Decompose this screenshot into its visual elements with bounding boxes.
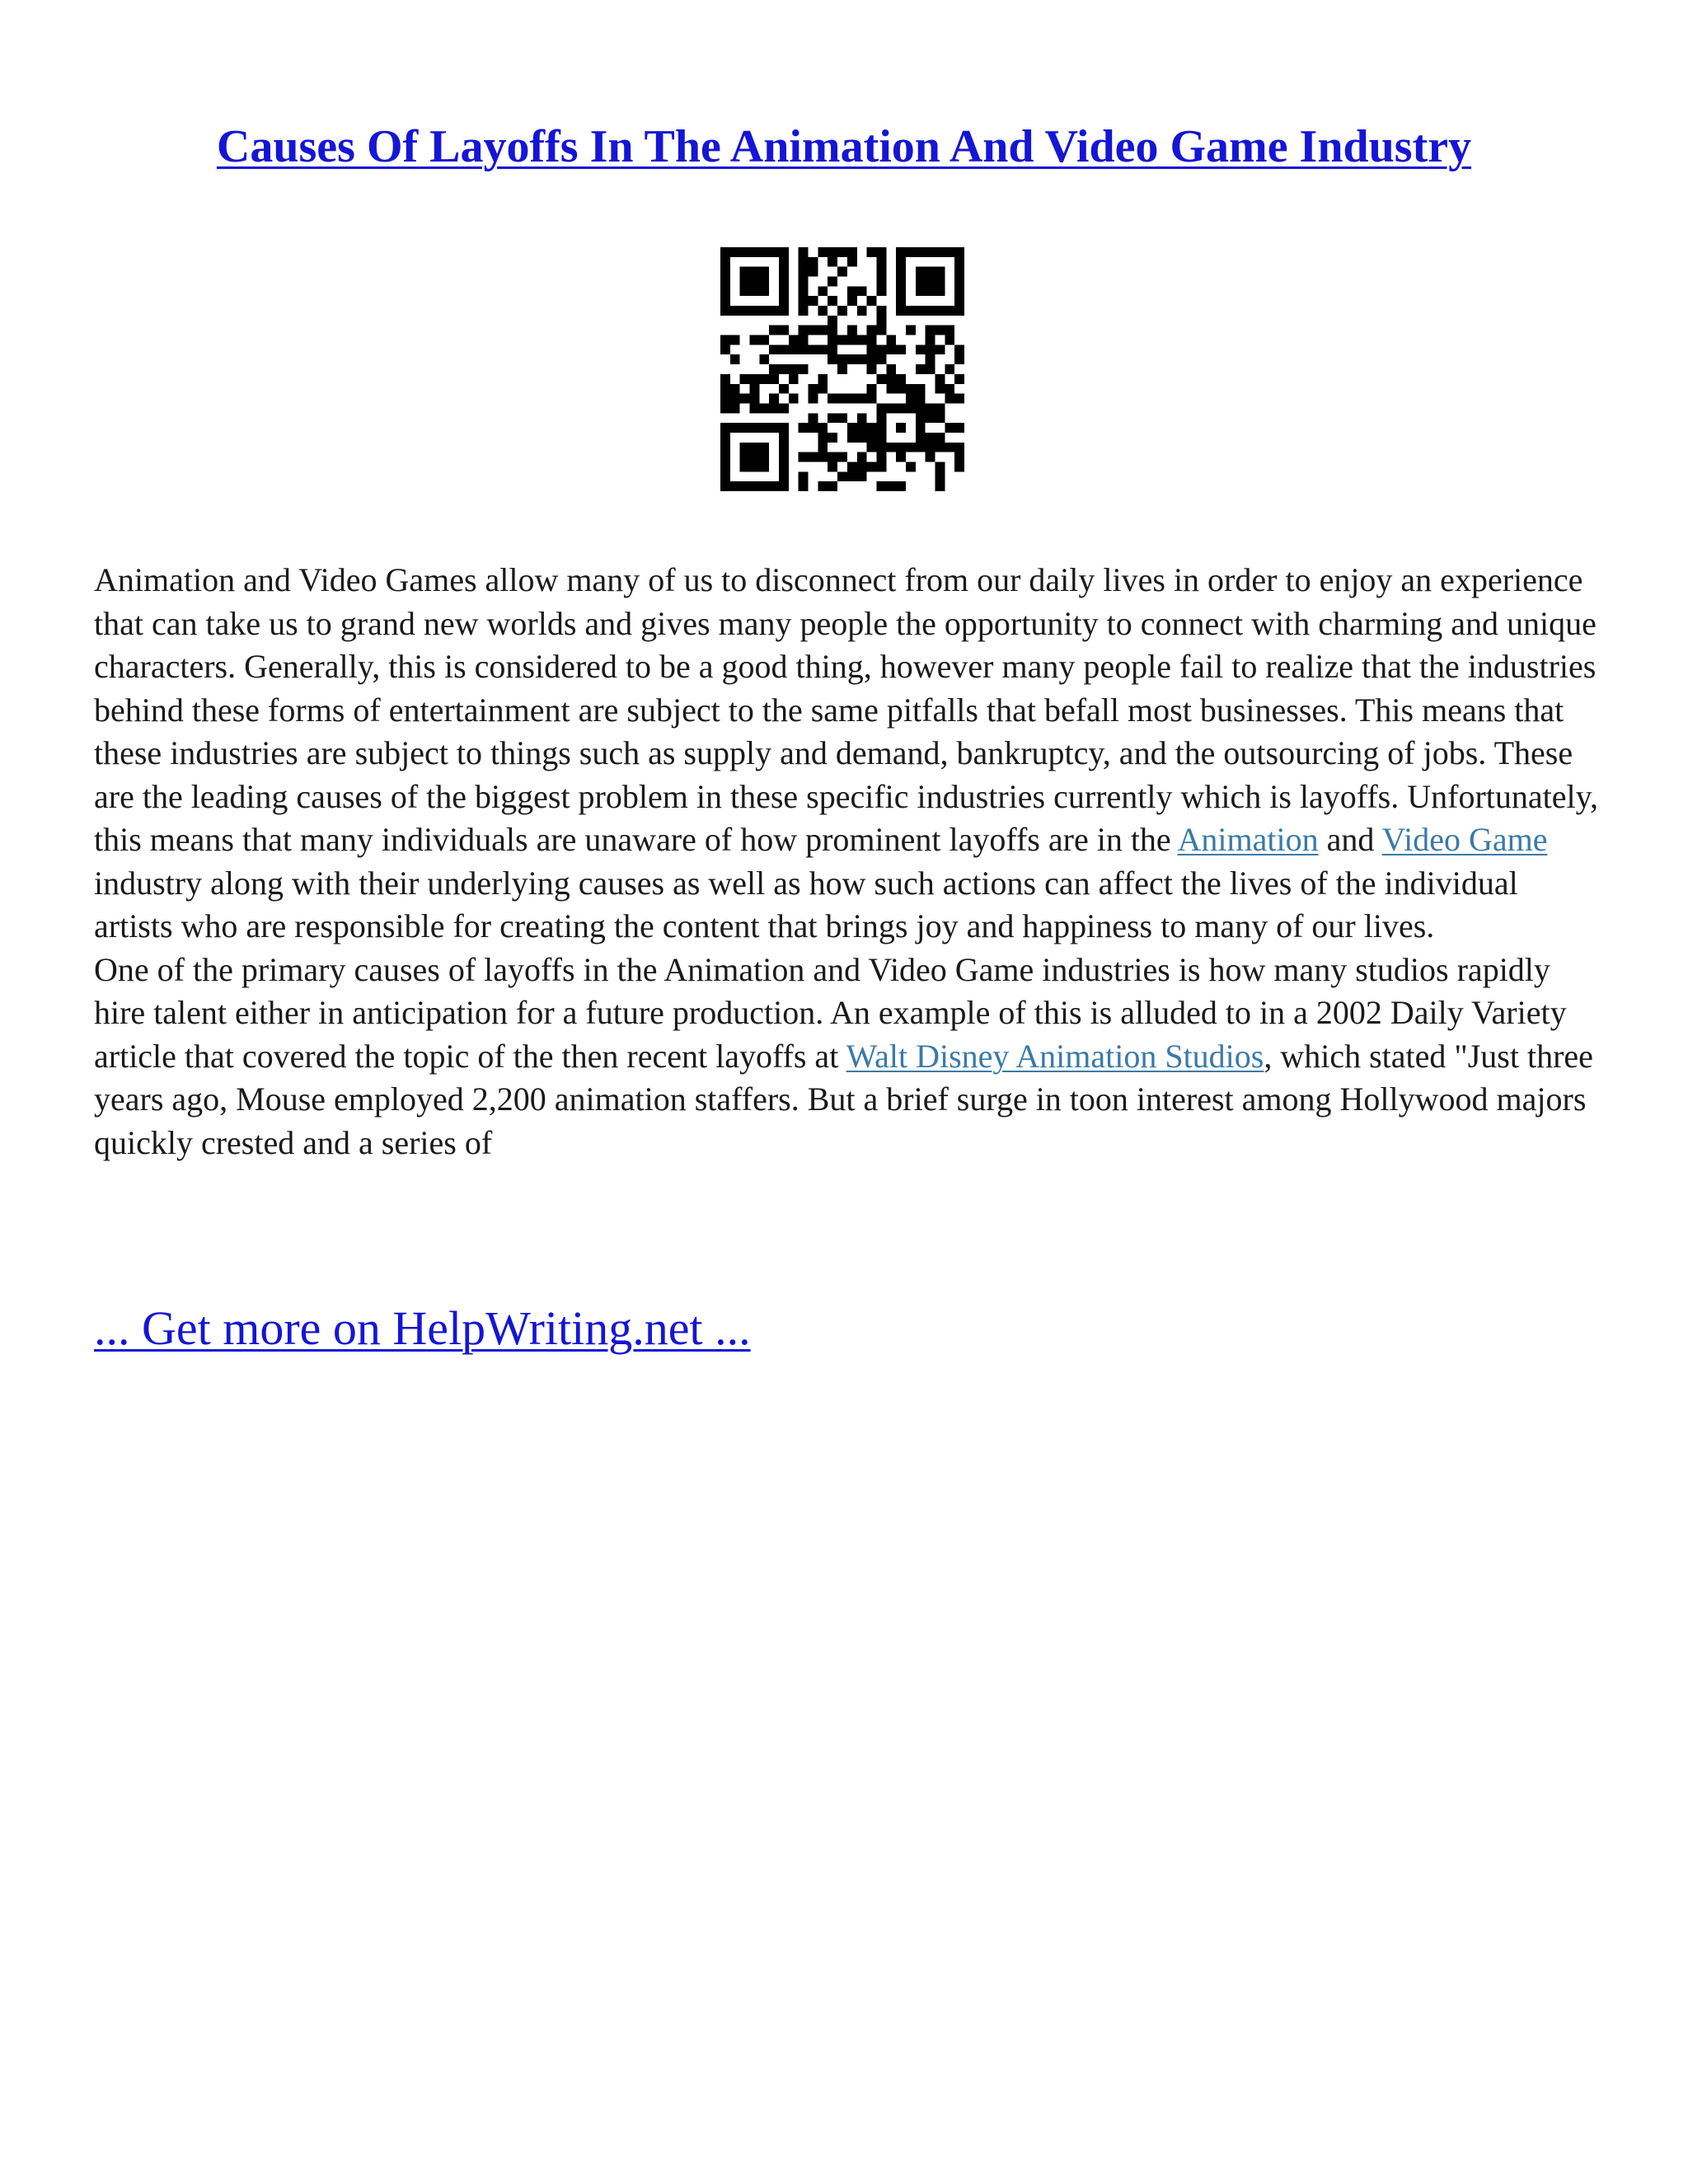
title-link[interactable]: Causes Of Layoffs In The Animation And Video Game Industry — [216, 121, 1472, 172]
more-link-container — [94, 1296, 751, 1361]
paragraph-2-text-b: , which stated "Just three years ago, Mouse employed 2,200 animation staffers. But a brief surge in toon interest among Hollywood majors quickly crested and a series of — [94, 1037, 1593, 1161]
paragraph-1-text-a: Animation and Video Games allow many of us to disconnect from our daily lives in order to enjoy an experience that can take us to grand new worlds and gives many people the opportunity to connect with charming and unique characters. Generally, this is considered to be a good thing, however many people fail to realize that the industries behind these forms of entertainment are subject to the same pitfalls that befall most businesses. This means that these industries are subject to things such as supply and demand, bankruptcy, and the outsourcing of jobs. These are the leading causes of the biggest problem in these specific industries currently which is layoffs. Unfortunately, this means that many individuals are unaware of how prominent layoffs are in the — [94, 561, 1599, 858]
qr-code-icon — [720, 247, 964, 491]
paragraph-2-text-a: One of the primary causes of layoffs in the Animation and Video Game industries is how many studios rapidly hire talent either in anticipation for a future production. An example of this is alluded to in a 2002 Daily Variety article that covered the topic of the then recent layoffs at — [94, 950, 1567, 1075]
paragraph-1-text-b: and — [1318, 821, 1382, 858]
walt-disney-link[interactable]: Walt Disney Animation Studios — [846, 1037, 1264, 1075]
paragraph-1-text-c: industry along with their underlying causes as well as how such actions can affect the lives of the individual artists who are responsible for creating the content that brings joy and happiness to many of our lives. — [94, 864, 1518, 944]
animation-link[interactable]: Animation — [1177, 821, 1319, 858]
get-more-link[interactable]: ... Get more on HelpWriting.net ... — [94, 1301, 751, 1355]
document-title — [0, 114, 1688, 180]
video-game-link[interactable]: Video Game — [1381, 821, 1548, 858]
paragraph-1 — [94, 559, 1602, 949]
article-body — [94, 559, 1602, 1165]
paragraph-2 — [94, 949, 1602, 1165]
